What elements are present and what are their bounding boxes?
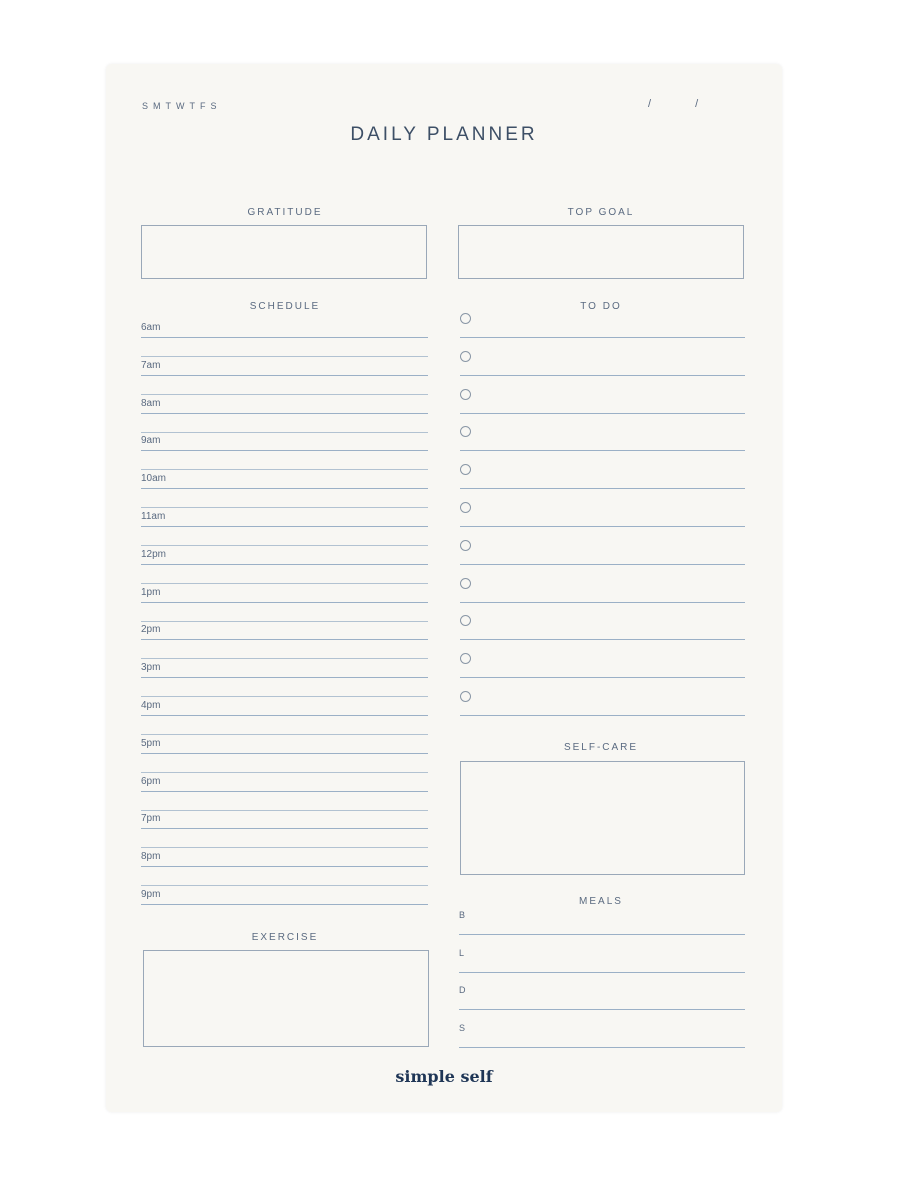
todo-line[interactable] <box>460 375 745 376</box>
schedule-time-label: 7pm <box>141 813 161 825</box>
schedule-half-line[interactable] <box>141 772 428 773</box>
schedule-half-line[interactable] <box>141 847 428 848</box>
schedule-half-line[interactable] <box>141 507 428 508</box>
schedule-line[interactable] <box>141 526 428 527</box>
todo-checkbox[interactable] <box>460 426 471 437</box>
schedule-line[interactable] <box>141 639 428 640</box>
todo-checkbox[interactable] <box>460 313 471 324</box>
schedule-time-label: 6am <box>141 322 161 333</box>
todo-line[interactable] <box>460 526 745 527</box>
exercise-heading: EXERCISE <box>251 932 319 943</box>
schedule-time-label: 3pm <box>141 662 161 674</box>
schedule-line[interactable] <box>141 904 428 905</box>
schedule-line[interactable] <box>141 715 428 716</box>
todo-checkbox[interactable] <box>460 653 471 664</box>
schedule-time-label: 9pm <box>141 889 161 900</box>
schedule-half-line[interactable] <box>141 658 428 659</box>
schedule-half-line[interactable] <box>141 810 428 811</box>
brand-logo: simple self <box>395 1067 493 1086</box>
todo-checkbox[interactable] <box>460 615 471 626</box>
schedule-time-label: 7am <box>141 359 161 371</box>
date-slash: / <box>648 98 652 110</box>
schedule-half-line[interactable] <box>141 356 428 357</box>
meals-heading: MEALS <box>579 896 623 907</box>
page-title: DAILY PLANNER <box>350 124 538 145</box>
top-goal-heading: TOP GOAL <box>567 207 635 218</box>
gratitude-box[interactable] <box>141 225 427 279</box>
meal-label: S <box>459 1022 466 1033</box>
gratitude-heading: GRATITUDE <box>247 207 323 218</box>
todo-line[interactable] <box>460 677 745 678</box>
todo-checkbox[interactable] <box>460 464 471 475</box>
schedule-half-line[interactable] <box>141 583 428 584</box>
todo-checkbox[interactable] <box>460 351 471 362</box>
todo-checkbox[interactable] <box>460 578 471 589</box>
schedule-half-line[interactable] <box>141 696 428 697</box>
schedule-time-label: 1pm <box>141 586 161 598</box>
todo-line[interactable] <box>460 413 745 414</box>
schedule-line[interactable] <box>141 564 428 565</box>
meal-label: B <box>459 910 466 920</box>
todo-line[interactable] <box>460 602 745 603</box>
schedule-line[interactable] <box>141 828 428 829</box>
schedule-heading: SCHEDULE <box>249 301 321 312</box>
schedule-line[interactable] <box>141 866 428 867</box>
schedule-line[interactable] <box>141 791 428 792</box>
schedule-half-line[interactable] <box>141 734 428 735</box>
schedule-time-label: 9am <box>141 435 161 447</box>
todo-line[interactable] <box>460 564 745 565</box>
schedule-line[interactable] <box>141 375 428 376</box>
meal-line[interactable] <box>459 1009 745 1010</box>
schedule-time-label: 4pm <box>141 700 161 711</box>
meal-line[interactable] <box>459 1047 745 1048</box>
todo-line[interactable] <box>460 639 745 640</box>
top-goal-box[interactable] <box>458 225 744 279</box>
meal-line[interactable] <box>459 934 745 935</box>
schedule-line[interactable] <box>141 677 428 678</box>
todo-line[interactable] <box>460 488 745 489</box>
schedule-line[interactable] <box>141 413 428 414</box>
schedule-time-label: 8am <box>141 397 161 409</box>
weekday-letters: SMTWTFS <box>142 101 222 111</box>
date-slashes <box>648 98 742 110</box>
schedule-half-line[interactable] <box>141 545 428 546</box>
schedule-half-line[interactable] <box>141 469 428 470</box>
todo-checkbox[interactable] <box>460 540 471 551</box>
schedule-half-line[interactable] <box>141 885 428 886</box>
todo-checkbox[interactable] <box>460 502 471 513</box>
planner-sheet <box>106 64 782 1112</box>
todo-heading: TO DO <box>580 301 622 312</box>
schedule-time-label: 5pm <box>141 737 161 749</box>
meal-line[interactable] <box>459 972 745 973</box>
schedule-time-label: 6pm <box>141 775 161 787</box>
todo-line[interactable] <box>460 337 745 338</box>
self-care-box[interactable] <box>460 761 745 875</box>
schedule-line[interactable] <box>141 602 428 603</box>
schedule-line[interactable] <box>141 488 428 489</box>
schedule-half-line[interactable] <box>141 432 428 433</box>
todo-checkbox[interactable] <box>460 691 471 702</box>
schedule-time-label: 10am <box>141 473 167 485</box>
schedule-line[interactable] <box>141 753 428 754</box>
schedule-time-label: 2pm <box>141 624 161 636</box>
date-slash: / <box>695 98 699 110</box>
self-care-heading: SELF-CARE <box>563 742 639 753</box>
schedule-line[interactable] <box>141 337 428 338</box>
schedule-half-line[interactable] <box>141 394 428 395</box>
meal-label: L <box>459 947 465 958</box>
schedule-time-label: 8pm <box>141 851 161 863</box>
schedule-time-label: 12pm <box>141 548 167 560</box>
todo-line[interactable] <box>460 450 745 451</box>
schedule-time-label: 11am <box>141 511 166 522</box>
schedule-half-line[interactable] <box>141 621 428 622</box>
exercise-box[interactable] <box>143 950 429 1047</box>
meal-label: D <box>459 985 466 995</box>
todo-checkbox[interactable] <box>460 389 471 400</box>
schedule-line[interactable] <box>141 450 428 451</box>
todo-line[interactable] <box>460 715 745 716</box>
